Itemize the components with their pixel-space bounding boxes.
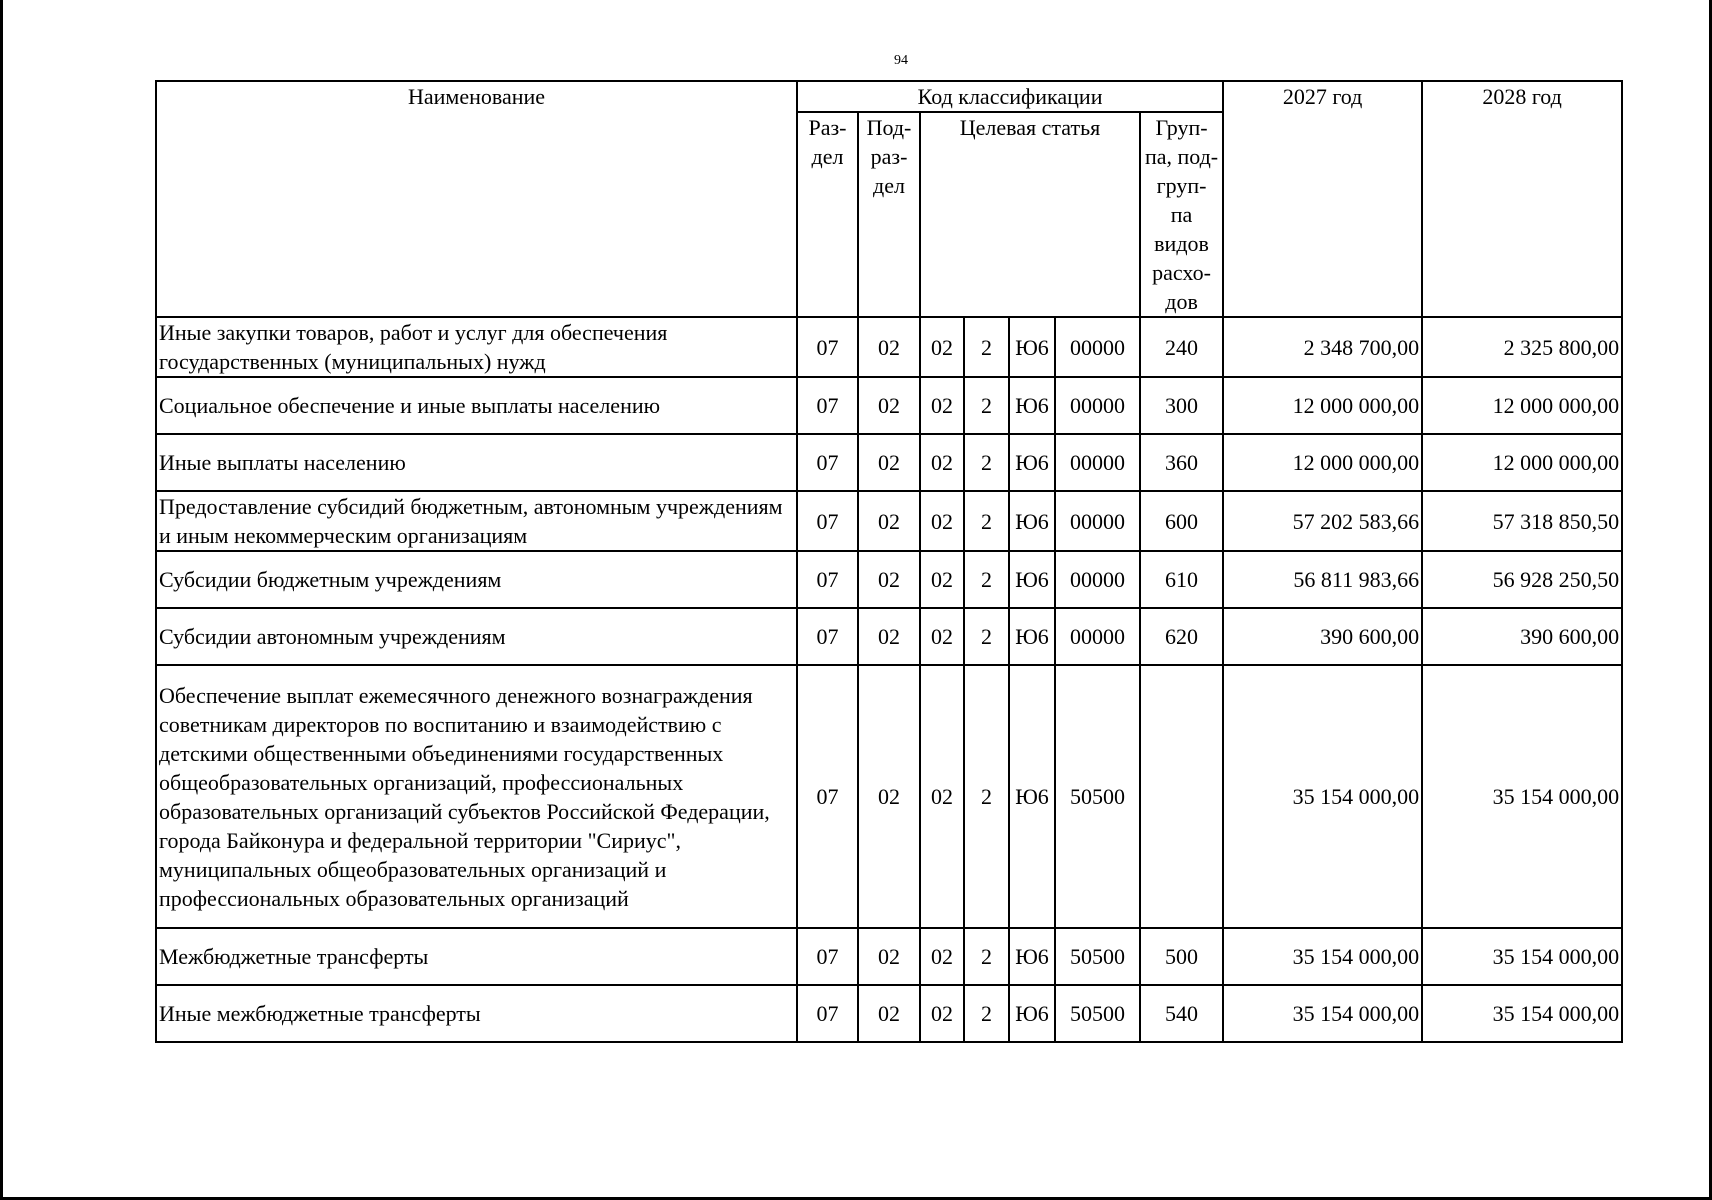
table-row <box>156 377 1622 434</box>
row-subsection: 02 <box>858 377 920 434</box>
row-section: 07 <box>797 434 858 491</box>
row-amount-2027: 35 154 000,00 <box>1223 928 1422 985</box>
row-target-article-project: Ю6 <box>1009 434 1055 491</box>
row-amount-2028: 12 000 000,00 <box>1422 434 1622 491</box>
row-name: Иные закупки товаров, работ и услуг для обеспечения государственных (муниципальных) нужд <box>156 317 797 377</box>
row-target-article-direction: 00000 <box>1055 317 1140 377</box>
row-target-article-direction: 50500 <box>1055 928 1140 985</box>
row-target-article-direction: 00000 <box>1055 608 1140 665</box>
row-subsection: 02 <box>858 928 920 985</box>
table-row <box>156 608 1622 665</box>
row-subsection: 02 <box>858 551 920 608</box>
table-body <box>156 317 1622 1042</box>
row-section: 07 <box>797 317 858 377</box>
row-target-article-type: 2 <box>964 434 1009 491</box>
header-section: Раз- дел <box>797 112 858 317</box>
row-section: 07 <box>797 985 858 1042</box>
row-amount-2027: 35 154 000,00 <box>1223 985 1422 1042</box>
row-subsection: 02 <box>858 434 920 491</box>
row-section: 07 <box>797 551 858 608</box>
row-subsection: 02 <box>858 491 920 551</box>
table-row <box>156 665 1622 928</box>
row-subsection: 02 <box>858 665 920 928</box>
row-amount-2027: 390 600,00 <box>1223 608 1422 665</box>
row-amount-2027: 56 811 983,66 <box>1223 551 1422 608</box>
row-amount-2028: 56 928 250,50 <box>1422 551 1622 608</box>
row-target-article-direction: 50500 <box>1055 665 1140 928</box>
row-expense-group <box>1140 665 1223 928</box>
row-target-article-type: 2 <box>964 551 1009 608</box>
row-target-article-program: 02 <box>920 928 964 985</box>
row-amount-2028: 12 000 000,00 <box>1422 377 1622 434</box>
row-expense-group: 610 <box>1140 551 1223 608</box>
row-target-article-project: Ю6 <box>1009 491 1055 551</box>
row-target-article-program: 02 <box>920 491 964 551</box>
row-name: Иные выплаты населению <box>156 434 797 491</box>
row-subsection: 02 <box>858 608 920 665</box>
row-target-article-program: 02 <box>920 434 964 491</box>
row-expense-group: 620 <box>1140 608 1223 665</box>
row-target-article-direction: 00000 <box>1055 377 1140 434</box>
row-section: 07 <box>797 608 858 665</box>
row-amount-2028: 35 154 000,00 <box>1422 985 1622 1042</box>
row-target-article-program: 02 <box>920 608 964 665</box>
row-expense-group: 300 <box>1140 377 1223 434</box>
row-target-article-type: 2 <box>964 317 1009 377</box>
row-amount-2027: 2 348 700,00 <box>1223 317 1422 377</box>
row-target-article-direction: 00000 <box>1055 491 1140 551</box>
table-row <box>156 434 1622 491</box>
header-year-2027: 2027 год <box>1223 81 1422 317</box>
header-classification-code: Код классификации <box>797 81 1223 112</box>
row-name: Субсидии бюджетным учреждениям <box>156 551 797 608</box>
row-target-article-program: 02 <box>920 377 964 434</box>
row-amount-2028: 35 154 000,00 <box>1422 928 1622 985</box>
row-target-article-type: 2 <box>964 608 1009 665</box>
row-name: Социальное обеспечение и иные выплаты населению <box>156 377 797 434</box>
row-expense-group: 240 <box>1140 317 1223 377</box>
table-row <box>156 317 1622 377</box>
row-expense-group: 540 <box>1140 985 1223 1042</box>
table-row <box>156 928 1622 985</box>
table-row <box>156 985 1622 1042</box>
row-target-article-program: 02 <box>920 985 964 1042</box>
row-target-article-project: Ю6 <box>1009 928 1055 985</box>
row-name: Обеспечение выплат ежемесячного денежного вознаграждения советникам директоров по воспитанию и взаимодействию с детскими общественными объединениями государственных общеобразовательных организаций, профессиональных образовательных организаций субъектов Российской Федерации, города Байконура и федеральной территории "Сириус", муниципальных общеобразовательных организаций и профессиональных образовательных организаций <box>156 665 797 928</box>
row-amount-2028: 390 600,00 <box>1422 608 1622 665</box>
row-target-article-program: 02 <box>920 317 964 377</box>
row-target-article-program: 02 <box>920 551 964 608</box>
row-amount-2027: 57 202 583,66 <box>1223 491 1422 551</box>
row-target-article-type: 2 <box>964 985 1009 1042</box>
row-amount-2027: 12 000 000,00 <box>1223 377 1422 434</box>
row-section: 07 <box>797 491 858 551</box>
row-expense-group: 500 <box>1140 928 1223 985</box>
table-header <box>156 81 1622 317</box>
row-expense-group: 600 <box>1140 491 1223 551</box>
row-name: Межбюджетные трансферты <box>156 928 797 985</box>
header-name: Наименование <box>156 81 797 317</box>
row-name: Субсидии автономным учреждениям <box>156 608 797 665</box>
row-amount-2027: 35 154 000,00 <box>1223 665 1422 928</box>
row-target-article-project: Ю6 <box>1009 377 1055 434</box>
row-amount-2028: 35 154 000,00 <box>1422 665 1622 928</box>
row-target-article-type: 2 <box>964 491 1009 551</box>
header-expense-group: Груп- па, под- груп- па видов расхо- дов <box>1140 112 1223 317</box>
row-target-article-project: Ю6 <box>1009 608 1055 665</box>
row-section: 07 <box>797 377 858 434</box>
row-name: Предоставление субсидий бюджетным, автономным учреждениям и иным некоммерческим организациям <box>156 491 797 551</box>
row-target-article-program: 02 <box>920 665 964 928</box>
row-target-article-type: 2 <box>964 377 1009 434</box>
row-target-article-project: Ю6 <box>1009 317 1055 377</box>
header-year-2028: 2028 год <box>1422 81 1622 317</box>
row-target-article-type: 2 <box>964 928 1009 985</box>
row-name: Иные межбюджетные трансферты <box>156 985 797 1042</box>
table-row <box>156 491 1622 551</box>
row-amount-2028: 57 318 850,50 <box>1422 491 1622 551</box>
row-section: 07 <box>797 928 858 985</box>
row-subsection: 02 <box>858 317 920 377</box>
budget-table <box>155 80 1623 1043</box>
row-target-article-project: Ю6 <box>1009 551 1055 608</box>
row-expense-group: 360 <box>1140 434 1223 491</box>
page-number: 94 <box>894 53 908 68</box>
row-target-article-project: Ю6 <box>1009 985 1055 1042</box>
row-target-article-direction: 00000 <box>1055 434 1140 491</box>
row-amount-2027: 12 000 000,00 <box>1223 434 1422 491</box>
table-row <box>156 551 1622 608</box>
row-amount-2028: 2 325 800,00 <box>1422 317 1622 377</box>
row-subsection: 02 <box>858 985 920 1042</box>
row-target-article-direction: 00000 <box>1055 551 1140 608</box>
header-target-article: Целевая статья <box>920 112 1140 317</box>
row-target-article-project: Ю6 <box>1009 665 1055 928</box>
row-section: 07 <box>797 665 858 928</box>
row-target-article-type: 2 <box>964 665 1009 928</box>
header-subsection: Под- раз- дел <box>858 112 920 317</box>
row-target-article-direction: 50500 <box>1055 985 1140 1042</box>
